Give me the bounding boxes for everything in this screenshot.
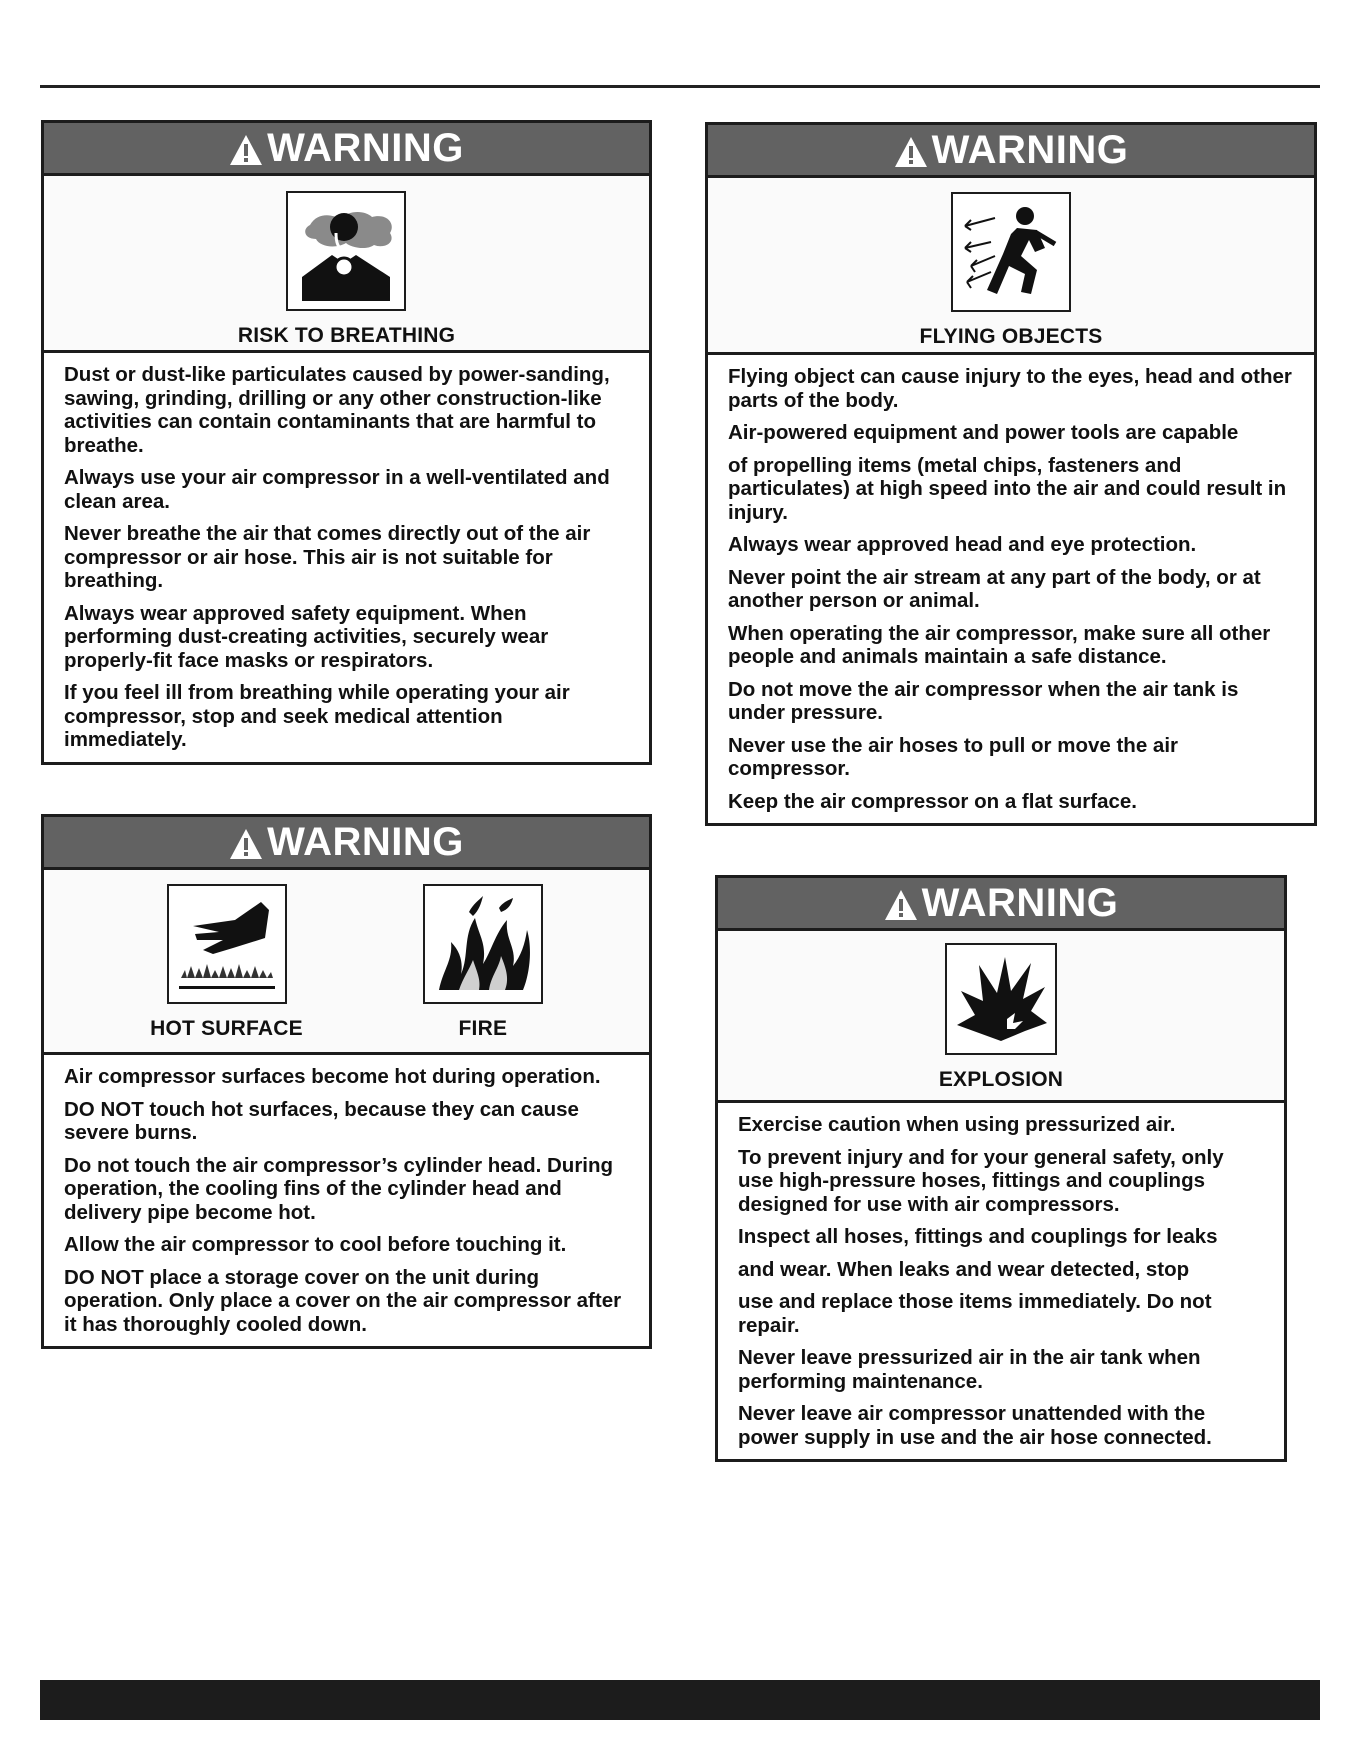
- pictogram-caption: RISK TO BREATHING: [237, 324, 456, 347]
- warning-title: WARNING: [921, 880, 1119, 925]
- pictogram-area: [44, 176, 649, 353]
- respirator-icon: [292, 197, 400, 305]
- warning-paragraph: Do not move the air compressor when the air tank is under pressure.: [728, 677, 1239, 724]
- warning-triangle-icon: [229, 134, 263, 166]
- top-rule: [40, 85, 1320, 88]
- warning-triangle-icon: [894, 136, 928, 168]
- warning-body: [718, 1103, 1284, 1459]
- warning-title: WARNING: [931, 127, 1129, 172]
- warning-paragraph: Never point the air stream at any part of the body, or at another person or animal.: [728, 565, 1261, 612]
- warning-paragraph: Exercise caution when using pressurized air.: [738, 1113, 1176, 1136]
- warning-paragraph: of propelling items (metal chips, fasteners and particulates) at high speed into the air and could result in injury.: [728, 453, 1287, 524]
- pictogram-caption: EXPLOSION: [938, 1068, 1064, 1091]
- flying-objects-pictogram: [951, 192, 1071, 312]
- hot-surface-pictogram: [167, 884, 287, 1004]
- pictogram-caption: HOT SURFACE: [150, 1017, 303, 1040]
- explosion-pictogram: [945, 943, 1057, 1055]
- hot-surface-icon: [173, 890, 281, 998]
- warning-body: [708, 355, 1314, 823]
- flying-objects-icon: [957, 198, 1065, 306]
- warning-paragraph: Flying object can cause injury to the eyes, head and other parts of the body.: [728, 365, 1292, 412]
- warning-header: [44, 817, 649, 870]
- warning-paragraph: Always wear approved safety equipment. When performing dust-creating activities, securely wear properly-fit face masks or respirators.: [64, 601, 549, 672]
- pictogram-area: [44, 870, 649, 1055]
- fire-icon: [429, 890, 537, 998]
- warning-panel-flying-objects: [705, 122, 1317, 826]
- warning-body: [44, 1055, 649, 1346]
- warning-body: [44, 353, 649, 762]
- warning-paragraph: Air compressor surfaces become hot during operation.: [64, 1065, 601, 1088]
- pictogram-area: [708, 178, 1314, 355]
- warning-paragraph: Always use your air compressor in a well-ventilated and clean area.: [64, 466, 610, 513]
- warning-paragraph: Allow the air compressor to cool before touching it.: [64, 1233, 567, 1256]
- warning-paragraph: Do not touch the air compressor’s cylinder head. During operation, the cooling fins of the cylinder head and delivery pipe become hot.: [64, 1153, 614, 1224]
- fire-pictogram: [423, 884, 543, 1004]
- warning-paragraph: Always wear approved head and eye protection.: [728, 533, 1197, 556]
- warning-paragraph: Never use the air hoses to pull or move the air compressor.: [728, 733, 1178, 780]
- warning-header: [44, 123, 649, 176]
- warning-paragraph: Never breathe the air that comes directly out of the air compressor or air hose. This air is not suitable for breathing.: [64, 522, 591, 592]
- warning-paragraph: and wear. When leaks and wear detected, stop: [738, 1257, 1190, 1281]
- warning-panel-hot-surface: [41, 814, 652, 1349]
- warning-title: WARNING: [267, 819, 464, 864]
- warning-paragraph: Never leave air compressor unattended with the power supply in use and the air hose connected.: [738, 1402, 1212, 1449]
- respirator-pictogram: [286, 191, 406, 311]
- warning-panel-explosion: [715, 875, 1287, 1462]
- footer-bar: [40, 1680, 1320, 1720]
- warning-paragraph: Air-powered equipment and power tools are capable: [728, 421, 1239, 444]
- warning-paragraph: Inspect all hoses, fittings and couplings for leaks: [738, 1225, 1218, 1248]
- warning-paragraph: Never leave pressurized air in the air tank when performing maintenance.: [738, 1346, 1201, 1393]
- pictogram-caption: FIRE: [458, 1017, 508, 1040]
- warning-triangle-icon: [229, 828, 263, 860]
- explosion-icon: [951, 949, 1051, 1049]
- warning-paragraph: If you feel ill from breathing while operating your air compressor, stop and seek medical attention immediately.: [64, 681, 570, 751]
- warning-triangle-icon: [884, 889, 918, 921]
- pictogram-caption: FLYING OBJECTS: [919, 325, 1103, 348]
- warning-paragraph: When operating the air compressor, make sure all other people and animals maintain a safe distance.: [728, 621, 1271, 668]
- warning-paragraph: To prevent injury and for your general safety, only use high-pressure hoses, fittings and couplings designed for use with air compressors.: [738, 1145, 1224, 1216]
- warning-paragraph: DO NOT touch hot surfaces, because they can cause severe burns.: [64, 1097, 579, 1144]
- warning-paragraph: Dust or dust-like particulates caused by power-sanding, sawing, grinding, drilling or any other construction-like activities can contain contaminants that are harmful to breathe.: [64, 363, 610, 457]
- warning-title: WARNING: [267, 125, 464, 170]
- warning-panel-breathing: [41, 120, 652, 765]
- warning-paragraph: DO NOT place a storage cover on the unit during operation. Only place a cover on the air compressor after it has thoroughly cooled down.: [64, 1265, 622, 1336]
- warning-header: [708, 125, 1314, 178]
- warning-paragraph: use and replace those items immediately. Do not repair.: [738, 1290, 1212, 1337]
- pictogram-area: [718, 931, 1284, 1103]
- warning-paragraph: Keep the air compressor on a flat surface.: [728, 789, 1137, 813]
- warning-header: [718, 878, 1284, 931]
